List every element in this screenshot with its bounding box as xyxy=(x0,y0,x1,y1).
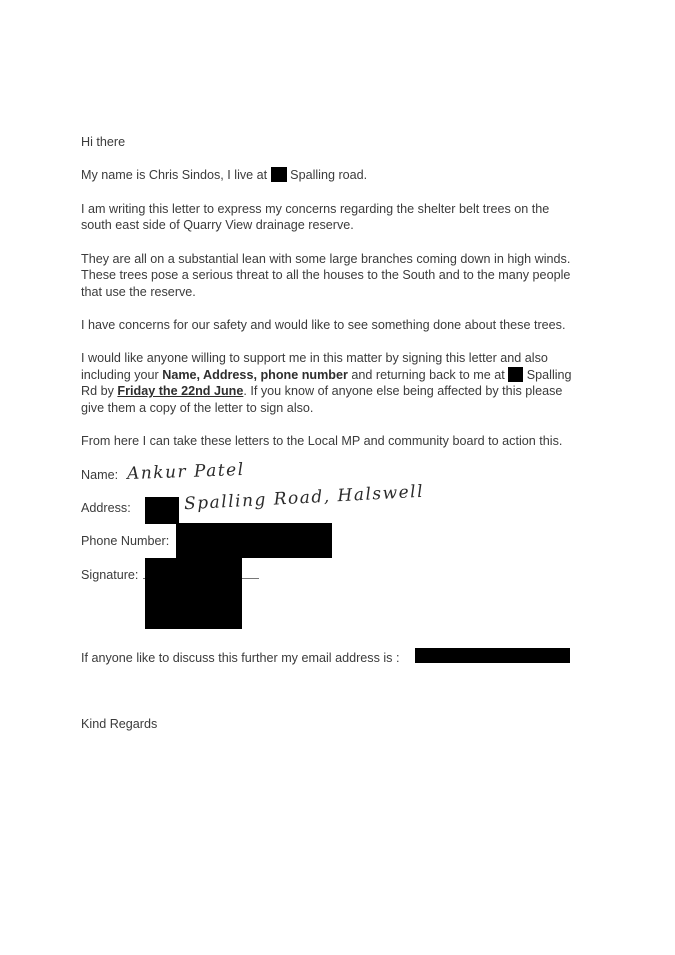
redacted-house-number xyxy=(508,367,523,382)
intro-street: Spalling road. xyxy=(290,168,368,182)
name-label: Name: xyxy=(81,468,119,482)
support-line-1: I would like anyone willing to support me in this matter by signing this letter and also xyxy=(81,351,548,365)
address-label: Address: xyxy=(81,501,131,515)
support-text: . If you know of anyone else being affected by this please xyxy=(243,384,563,398)
redacted-address-number xyxy=(145,497,179,524)
phone-label: Phone Number: xyxy=(81,534,170,548)
support-line-4: give them a copy of the letter to sign also. xyxy=(81,401,314,415)
required-details: Name, Address, phone number xyxy=(162,368,348,382)
redacted-house-number xyxy=(271,167,287,182)
intro-line xyxy=(81,167,367,184)
support-street: Spalling xyxy=(526,368,572,382)
deadline-date: Friday the 22nd June xyxy=(117,384,244,398)
email-line: If anyone like to discuss this further my email address is : xyxy=(81,651,400,665)
redacted-signature xyxy=(145,558,242,629)
support-line-3 xyxy=(81,383,562,400)
redacted-phone-number xyxy=(176,523,332,558)
greeting: Hi there xyxy=(81,135,126,149)
closing: Kind Regards xyxy=(81,717,158,731)
lean-line-2: These trees pose a serious threat to all the houses to the South and to the many people xyxy=(81,268,571,282)
support-text: including your xyxy=(81,368,163,382)
signature-label: Signature: xyxy=(81,568,139,582)
support-text: Rd by xyxy=(81,384,118,398)
concern-line-1: I am writing this letter to express my concerns regarding the shelter belt trees on the xyxy=(81,202,550,216)
safety-line: I have concerns for our safety and would like to see something done about these trees. xyxy=(81,318,566,332)
intro-text: My name is Chris Sindos, I live at xyxy=(81,168,268,182)
support-line-2 xyxy=(81,367,572,384)
concern-line-2: south east side of Quarry View drainage reserve. xyxy=(81,218,354,232)
handwritten-address: Spalling Road, Halswell xyxy=(183,481,425,515)
support-text: and returning back to me at xyxy=(347,368,505,382)
handwritten-name: Ankur Patel xyxy=(126,459,245,485)
action-line: From here I can take these letters to the Local MP and community board to action this. xyxy=(81,434,563,448)
lean-line-1: They are all on a substantial lean with some large branches coming down in high winds. xyxy=(81,252,571,266)
redacted-email xyxy=(415,648,570,663)
lean-line-3: that use the reserve. xyxy=(81,285,196,299)
